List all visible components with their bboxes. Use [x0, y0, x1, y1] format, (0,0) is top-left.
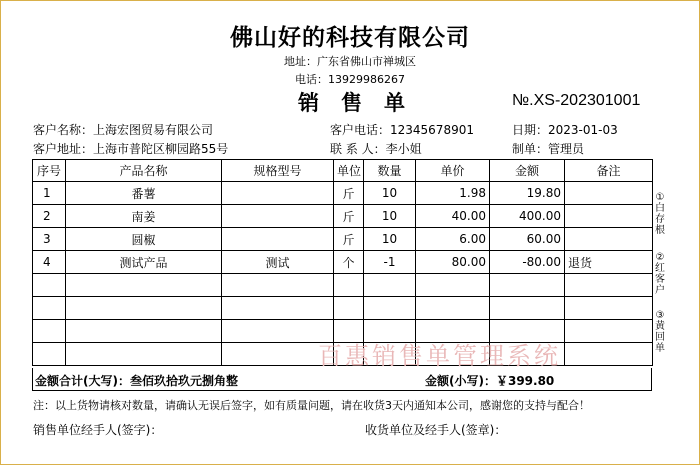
footer-note: 注：以上货物请核对数量，请确认无误后签字，如有质量问题，请在收货3天内通知本公司，感谢您的支持与配合！	[33, 399, 590, 412]
table-header-row	[33, 160, 653, 182]
customer-address: 客户地址：上海市普陀区柳园路55号	[33, 142, 229, 156]
cell-index: 3	[33, 228, 66, 251]
cell-qty: 10	[364, 205, 416, 228]
total-lower: 金额(小写)：￥399.80	[425, 374, 555, 388]
cell-unit: 斤	[334, 205, 364, 228]
watermark-text: 百惠销售单管理系统	[318, 342, 561, 370]
customer-phone: 客户电话：12345678901	[330, 123, 474, 137]
contact-person: 联 系 人：李小姐	[330, 142, 422, 156]
table-row-empty	[33, 274, 653, 297]
cell-unit: 斤	[334, 228, 364, 251]
side-label-yellow: ③黄回单	[655, 310, 665, 354]
cell-amount: 400.00	[490, 205, 565, 228]
header-cell: 规格型号	[222, 160, 334, 182]
cell-remark: 退货	[565, 251, 653, 274]
cell-spec: 测试	[222, 251, 334, 274]
side-label-red: ②红客户	[655, 252, 665, 296]
cell-amount: 60.00	[490, 228, 565, 251]
receiver-signature-label: 收货单位及经手人(签章)：	[365, 423, 507, 437]
sales-signature-label: 销售单位经手人(签字)：	[33, 423, 163, 437]
table-row	[33, 205, 653, 228]
customer-name: 客户名称：上海宏图贸易有限公司	[33, 123, 214, 137]
cell-product: 圆椒	[66, 228, 222, 251]
cell-remark	[565, 228, 653, 251]
document-maker: 制单：管理员	[512, 142, 585, 156]
cell-price: 40.00	[416, 205, 490, 228]
items-table	[32, 159, 653, 366]
document-title: 销售单	[298, 91, 427, 115]
cell-price: 1.98	[416, 182, 490, 205]
cell-index: 4	[33, 251, 66, 274]
table-row	[33, 228, 653, 251]
table-row	[33, 251, 653, 274]
cell-product: 测试产品	[66, 251, 222, 274]
cell-qty: -1	[364, 251, 416, 274]
cell-index: 2	[33, 205, 66, 228]
header-cell: 序号	[33, 160, 66, 182]
total-row	[32, 368, 652, 391]
cell-product: 番薯	[66, 182, 222, 205]
table-row-empty	[33, 297, 653, 320]
company-phone: 电话：13929986267	[295, 73, 405, 86]
cell-qty: 10	[364, 182, 416, 205]
cell-remark	[565, 182, 653, 205]
header-cell: 单位	[334, 160, 364, 182]
header-cell: 金额	[490, 160, 565, 182]
cell-remark	[565, 205, 653, 228]
company-name: 佛山好的科技有限公司	[230, 25, 470, 51]
cell-product: 南姜	[66, 205, 222, 228]
cell-qty: 10	[364, 228, 416, 251]
header-cell: 备注	[565, 160, 653, 182]
header-cell: 数量	[364, 160, 416, 182]
total-upper: 金额合计(大写)：叁佰玖拾玖元捌角整	[35, 374, 238, 388]
header-cell: 单价	[416, 160, 490, 182]
cell-amount: -80.00	[490, 251, 565, 274]
cell-spec	[222, 205, 334, 228]
side-label-white: ①白存根	[655, 192, 665, 236]
cell-index: 1	[33, 182, 66, 205]
cell-price: 80.00	[416, 251, 490, 274]
header-cell: 产品名称	[66, 160, 222, 182]
company-address: 地址：广东省佛山市禅城区	[284, 55, 416, 68]
order-date: 日期：2023-01-03	[512, 123, 618, 137]
cell-amount: 19.80	[490, 182, 565, 205]
cell-unit: 斤	[334, 182, 364, 205]
cell-price: 6.00	[416, 228, 490, 251]
cell-unit: 个	[334, 251, 364, 274]
cell-spec	[222, 228, 334, 251]
table-row	[33, 182, 653, 205]
cell-spec	[222, 182, 334, 205]
document-number: №.XS-202301001	[512, 92, 641, 109]
